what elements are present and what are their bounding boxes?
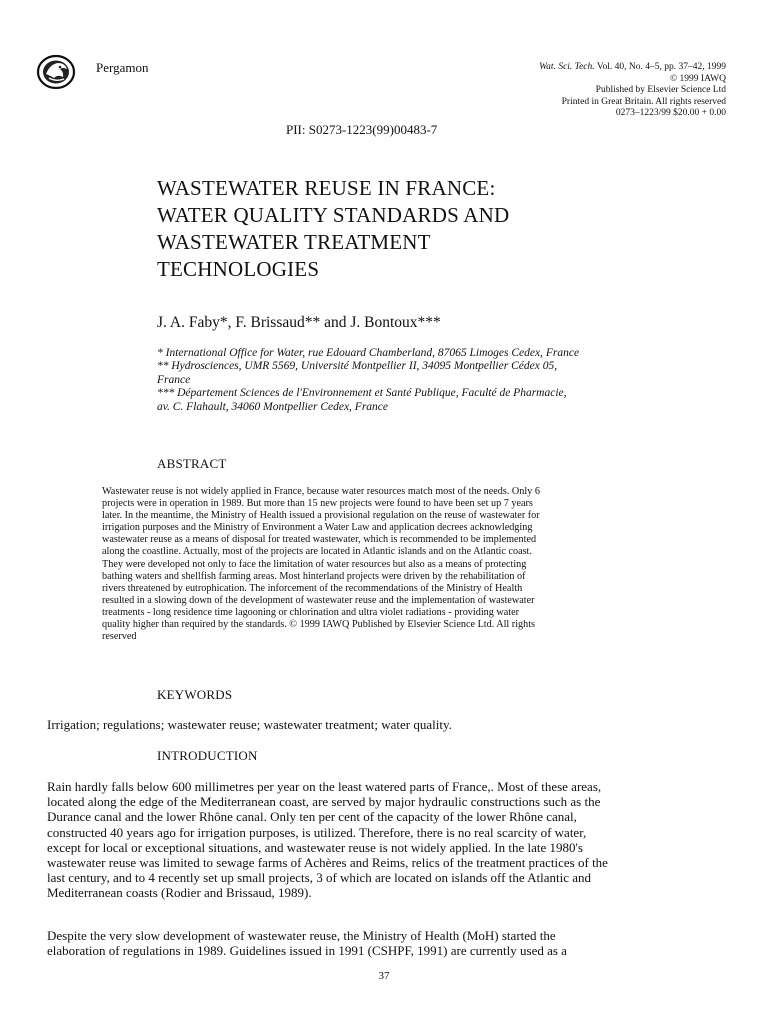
body-line: Mediterranean coasts (Rodier and Brissaud, 1989). bbox=[47, 885, 312, 901]
affiliation-line: France bbox=[157, 373, 191, 386]
affiliation-line: *** Département Sciences de l'Environnement et Santé Publique, Faculté de Pharmacie, bbox=[157, 387, 567, 400]
abstract-line: wastewater reuse as a means of disposal for treated wastewater, which is recommended to be implemented bbox=[102, 534, 537, 546]
authors: J. A. Faby*, F. Brissaud** and J. Bontoux*** bbox=[157, 314, 441, 331]
abstract-line: Wastewater reuse is not widely applied in France, because water resources match most of the needs. Only 6 bbox=[102, 486, 540, 497]
journal-info bbox=[396, 62, 726, 120]
journal-citation bbox=[396, 62, 726, 74]
journal-reference: Vol. 40, No. 4–5, pp. 37–42, 1999 bbox=[594, 62, 726, 72]
body-line: located along the edge of the Mediterranean coast, are served by major hydraulic constructions such as the bbox=[47, 794, 601, 810]
abstract-line: They were developed not only to face the limitation of water resources but also as a means of protecting bbox=[102, 558, 527, 570]
body-line: except for local or exceptional situations, and wastewater reuse is not widely applied. In the late 1980's bbox=[47, 839, 583, 855]
affiliation-line: * International Office for Water, rue Edouard Chamberland, 87065 Limoges Cedex, France bbox=[157, 347, 580, 359]
abstract-line: irrigation purposes and the Ministry of Environment a Water Law and application decrees acknowledging bbox=[102, 522, 533, 534]
publisher-name: Pergamon bbox=[96, 60, 149, 75]
title-line: WATER QUALITY STANDARDS AND bbox=[157, 203, 510, 227]
body-line: Despite the very slow development of wastewater reuse, the Ministry of Health (MoH) started the bbox=[47, 928, 556, 943]
published-by-line: Published by Elsevier Science Ltd bbox=[595, 85, 726, 95]
pii-identifier: PII: S0273-1223(99)00483-7 bbox=[286, 122, 438, 137]
abstract-heading: ABSTRACT bbox=[157, 456, 227, 471]
affiliation-line: ** Hydrosciences, UMR 5569, Université Montpellier II, 34095 Montpellier Cédex 05, bbox=[157, 360, 558, 373]
body-line: elaboration of regulations in 1989. Guidelines issued in 1991 (CSHPF, 1991) are currently used as a bbox=[47, 943, 567, 959]
keywords-heading: KEYWORDS bbox=[157, 687, 233, 702]
copyright-line: © 1999 IAWQ bbox=[669, 73, 726, 84]
affiliations bbox=[157, 347, 697, 414]
abstract-line: resulted in a slowing down of the development of wastewater reuse and the implementation of wastewater bbox=[102, 594, 535, 606]
body-line: wastewater reuse was limited to sewage farms of Achères and Reims, relics of the treatment practices of the bbox=[47, 855, 608, 871]
introduction-heading: INTRODUCTION bbox=[157, 748, 258, 763]
abstract-line: quality higher than required by the standards. © 1999 IAWQ Published by Elsevier Science Ltd. All rights bbox=[102, 619, 536, 631]
title-line: TECHNOLOGIES bbox=[157, 257, 320, 281]
paper-title bbox=[157, 175, 717, 283]
affiliation-line: av. C. Flahault, 34060 Montpellier Cedex, France bbox=[157, 400, 389, 413]
journal-name: Wat. Sci. Tech. bbox=[539, 62, 595, 72]
body-line: last century, and to 4 recently set up small projects, 3 of which are located on islands off the Atlantic and bbox=[47, 870, 592, 886]
page-number: 37 bbox=[378, 970, 390, 982]
abstract-line: along the coastline. Actually, most of the projects are located in Atlantic islands and on the Atlantic coast. bbox=[102, 546, 532, 558]
introduction-paragraph-2 bbox=[47, 928, 725, 958]
introduction-paragraph-1 bbox=[47, 779, 725, 901]
abstract-line: reserved bbox=[102, 631, 137, 643]
abstract-body bbox=[102, 486, 700, 643]
abstract-line: treatments - long residence time lagooning or chlorination and ultra violet radiations - providing water bbox=[102, 606, 520, 618]
abstract-line: later. In the meantime, the Ministry of Health issued a provisional regulation on the reuse of wastewater for bbox=[102, 510, 540, 522]
title-line: WASTEWATER REUSE IN FRANCE: bbox=[157, 176, 496, 200]
title-line: WASTEWATER TREATMENT bbox=[157, 230, 431, 254]
body-line: Durance canal and the lower Rhône canal. Only ten per cent of the capacity of the lower Rhône canal, bbox=[47, 809, 577, 825]
abstract-line: bathing waters and shellfish farming areas. Most hinterland projects were driven by the rehabilitation of bbox=[102, 570, 526, 582]
pergamon-logo-icon bbox=[36, 54, 76, 90]
body-line: Rain hardly falls below 600 millimetres per year on the least watered parts of France,. Most of these areas, bbox=[47, 779, 602, 794]
issn-price-line: 0273–1223/99 $20.00 + 0.00 bbox=[615, 108, 726, 118]
abstract-line: rivers threatened by eutrophication. The inforcement of the recommendations of the Ministry of Health bbox=[102, 582, 523, 594]
keywords-text: Irrigation; regulations; wastewater reuse; wastewater treatment; water quality. bbox=[47, 717, 452, 732]
abstract-line: projects were in operation in 1989. But more than 15 new projects were found to have been set up 7 years bbox=[102, 498, 533, 510]
body-line: constructed 40 years ago for irrigation purposes, is utilized. Therefore, there is no real scarcity of water, bbox=[47, 824, 587, 840]
printed-in-line: Printed in Great Britain. All rights reserved bbox=[561, 96, 726, 107]
